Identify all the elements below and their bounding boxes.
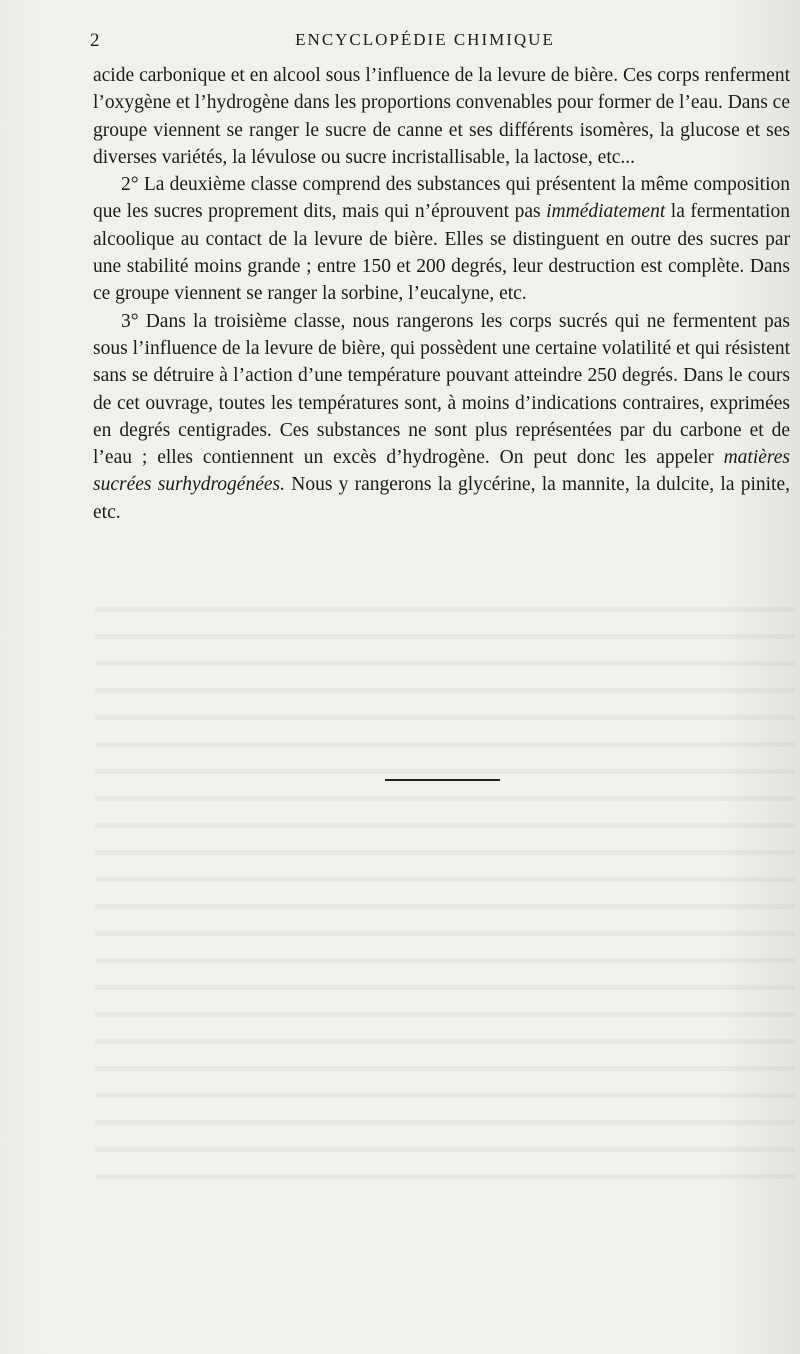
paragraph-3-start: 3° Dans la troisième classe, nous rangerons les corps sucrés qui ne fermentent pas sous l’influence de la levure de bière, qui possèdent une certaine volatilité et qui résistent sans se détruire à l’action d’une température pouvant atteindre 250 degrés. Dans le cours de cet ouvrage, toutes les températures sont, à moins d’indications contraires, exprimées en degrés centigrades. Ces substances ne sont plus représentées par du carbone et de l’eau ; elles contiennent un excès d’hydrogène. On peut donc les appeler [93,310,790,469]
paragraph-2-start: 2° La deuxième classe comprend des substances qui présentent la même composition que les sucres proprement dits, mais qui n’éprouvent pas [93,174,790,223]
page-header [90,28,760,54]
section-divider [385,779,500,781]
paragraph-2-emphasis: immédiatement [546,201,666,223]
body-text [93,62,790,526]
paragraph-3-end: Nous y rangerons la glycérine, la mannite, la dulcite, la pinite, etc. [93,474,790,523]
paragraph-3 [93,308,790,526]
running-head: ENCYCLOPÉDIE CHIMIQUE [295,30,555,49]
paragraph-3-emphasis: matières sucrées surhydrogénées. [93,447,790,496]
page-number: 2 [90,30,100,51]
show-through-texture [95,590,795,1200]
paragraph-2 [93,171,790,307]
paragraph-1: acide carbonique et en alcool sous l’influence de la levure de bière. Ces corps renferment l’oxygène et l’hydrogène dans les proportions convenables pour former de l’eau. Dans ce groupe viennent se ranger le sucre de canne et ses différents isomères, la glucose et ses diverses variétés, la lévulose ou sucre incristallisable, la lactose, etc... [93,65,790,168]
paragraph-2-end: la fermentation alcoolique au contact de la levure de bière. Elles se distinguent en outre des sucres par une stabilité moins grande ; entre 150 et 200 degrés, leur destruction est complète. Dans ce groupe viennent se ranger la sorbine, l’eucalyne, etc. [93,201,791,305]
